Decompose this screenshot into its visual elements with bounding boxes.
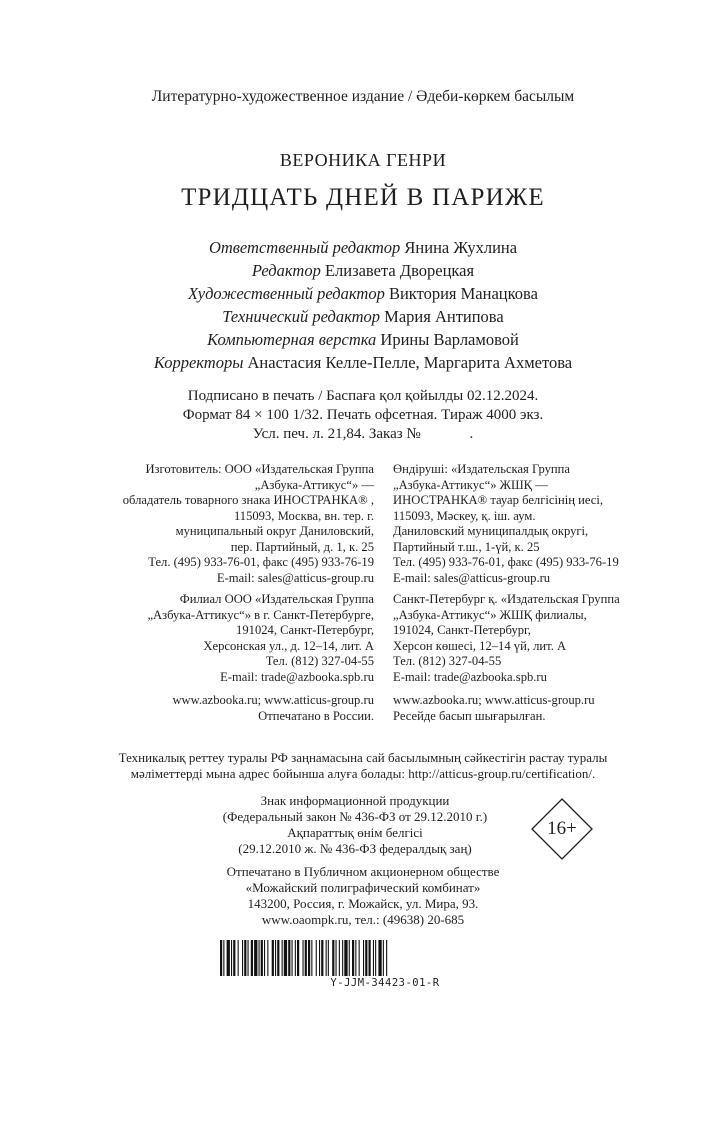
credits-block — [0, 236, 726, 374]
right-manufacturer-line: Партийный т.ш., 1-үй, к. 25 — [393, 539, 540, 554]
info-sign-text — [200, 793, 510, 857]
age-rating-label: 16+ — [547, 818, 577, 839]
credit-role: Ответственный редактор — [208, 238, 401, 257]
left-manufacturer-line: „Азбука-Аттикус“» — — [254, 477, 374, 492]
right-branch-line: Санкт-Петербург қ. «Издательская Группа — [393, 592, 620, 606]
left-manufacturer-block — [123, 462, 374, 586]
credit-role: Технический редактор — [222, 307, 381, 326]
left-branch-line: E-mail: trade@azbooka.spb.ru — [220, 669, 374, 684]
printer-line: www.oaompk.ru, тел.: (49638) 20-685 — [261, 912, 465, 927]
credit-line — [0, 328, 726, 351]
print-info-line: Подписано в печать / Баспаға қол қойылды 02.12.2024. — [187, 388, 539, 404]
credit-line — [0, 282, 726, 305]
print-info — [0, 387, 726, 444]
left-branch-line: Тел. (812) 327-04-55 — [265, 654, 374, 668]
left-manufacturer-line: E-mail: sales@atticus-group.ru — [216, 570, 374, 585]
left-manufacturer-line: Тел. (495) 933-76-01, факс (495) 933-76-19 — [148, 555, 374, 569]
credit-name: Мария Антипова — [384, 307, 504, 326]
right-branch-line: 191024, Санкт-Петербург, — [393, 623, 531, 637]
left-web-line: Отпечатано в России. — [258, 708, 374, 723]
left-manufacturer-line: муниципальный округ Даниловский, — [175, 524, 374, 538]
certification-line: мәліметтерді мына адрес бойынша алуға болады: http://atticus-group.ru/certification/. — [130, 766, 596, 781]
printer-line: Отпечатано в Публичном акционерном обществе — [226, 864, 500, 879]
right-branch-line: E-mail: trade@azbooka.spb.ru — [393, 669, 547, 684]
credit-name: Анастасия Келле-Пелле, Маргарита Ахметова — [247, 353, 573, 372]
print-info-line: Усл. печ. л. 21,84. Заказ № . — [252, 426, 474, 442]
right-manufacturer-block — [393, 462, 619, 586]
age-rating-badge — [531, 798, 593, 860]
certification-note — [0, 750, 726, 782]
info-sign-line: (29.12.2010 ж. № 436-ФЗ федералдық заң) — [238, 841, 472, 856]
info-sign-line: Знак информационной продукции — [260, 793, 450, 808]
right-branch-line: Тел. (812) 327-04-55 — [393, 654, 502, 668]
left-branch-line: 191024, Санкт-Петербург, — [236, 623, 374, 637]
right-web-block — [393, 693, 595, 724]
genre-line: Литературно-художественное издание / Әдеби-көркем басылым — [151, 88, 575, 105]
right-branch-block — [393, 592, 620, 685]
info-sign-line: (Федеральный закон № 436-ФЗ от 29.12.2010 г.) — [222, 809, 488, 824]
right-branch-line: Херсон көшесі, 12–14 үй, лит. А — [393, 638, 567, 653]
credit-line — [0, 351, 726, 374]
right-manufacturer-line: Даниловский муниципалдық округі, — [393, 524, 589, 538]
print-info-line: Формат 84 × 100 1/32. Печать офсетная. Тираж 4000 экз. — [182, 407, 544, 423]
credit-name: Янина Жухлина — [404, 238, 518, 257]
credit-name: Елизавета Дворецкая — [324, 261, 475, 280]
printer-block — [0, 864, 726, 928]
credit-role: Компьютерная верстка — [207, 330, 377, 349]
left-web-line: www.azbooka.ru; www.atticus-group.ru — [172, 693, 374, 707]
book-title: ТРИДЦАТЬ ДНЕЙ В ПАРИЖЕ — [181, 184, 545, 211]
credit-name: Виктория Манацкова — [388, 284, 538, 303]
credit-line — [0, 259, 726, 282]
left-branch-line: Филиал ООО «Издательская Группа — [179, 592, 374, 606]
left-branch-line: „Азбука-Аттикус“» в г. Санкт-Петербурге, — [147, 607, 374, 622]
credit-role: Художественный редактор — [188, 284, 385, 303]
left-web-block — [172, 693, 374, 724]
credit-name: Ирины Варламовой — [380, 330, 519, 349]
right-manufacturer-line: ИНОСТРАНКА® тауар белгісінің иесі, — [393, 493, 603, 507]
left-manufacturer-line: 115093, Москва, вн. тер. г. — [233, 508, 374, 523]
credit-line — [0, 236, 726, 259]
left-branch-line: Херсонская ул., д. 12–14, лит. А — [203, 638, 374, 653]
credit-role: Корректоры — [153, 353, 244, 372]
right-manufacturer-line: Тел. (495) 933-76-01, факс (495) 933-76-19 — [393, 555, 619, 569]
right-manufacturer-line: 115093, Мәскеу, қ. іш. аум. — [393, 508, 536, 523]
right-manufacturer-line: „Азбука-Аттикус“» ЖШҚ — — [393, 477, 548, 492]
right-web-line: Ресейде басып шығарылған. — [393, 708, 546, 723]
right-web-line: www.azbooka.ru; www.atticus-group.ru — [393, 693, 595, 707]
credit-line — [0, 305, 726, 328]
right-branch-line: „Азбука-Аттикус“» ЖШҚ филиалы, — [393, 607, 587, 622]
left-manufacturer-line: Изготовитель: ООО «Издательская Группа — [145, 462, 374, 476]
printer-line: «Можайский полиграфический комбинат» — [245, 880, 481, 895]
author-name: ВЕРОНИКА ГЕНРИ — [279, 150, 447, 170]
barcode-number: Y-JJM-34423-01-R — [330, 977, 440, 989]
barcode-icon — [220, 940, 550, 976]
credit-role: Редактор — [251, 261, 321, 280]
left-branch-block — [147, 592, 374, 685]
certification-line: Техникалық реттеу туралы РФ заңнамасына сай басылымның сәйкестігін растау туралы — [118, 750, 608, 765]
printer-line: 143200, Россия, г. Можайск, ул. Мира, 93. — [247, 896, 479, 911]
left-manufacturer-line: обладатель товарного знака ИНОСТРАНКА® , — [122, 493, 374, 507]
left-manufacturer-line: пер. Партийный, д. 1, к. 25 — [230, 539, 374, 554]
right-manufacturer-line: E-mail: sales@atticus-group.ru — [393, 570, 551, 585]
info-sign-line: Ақпараттық өнім белгісі — [287, 825, 423, 840]
right-manufacturer-line: Өндіруші: «Издательская Группа — [393, 462, 570, 476]
